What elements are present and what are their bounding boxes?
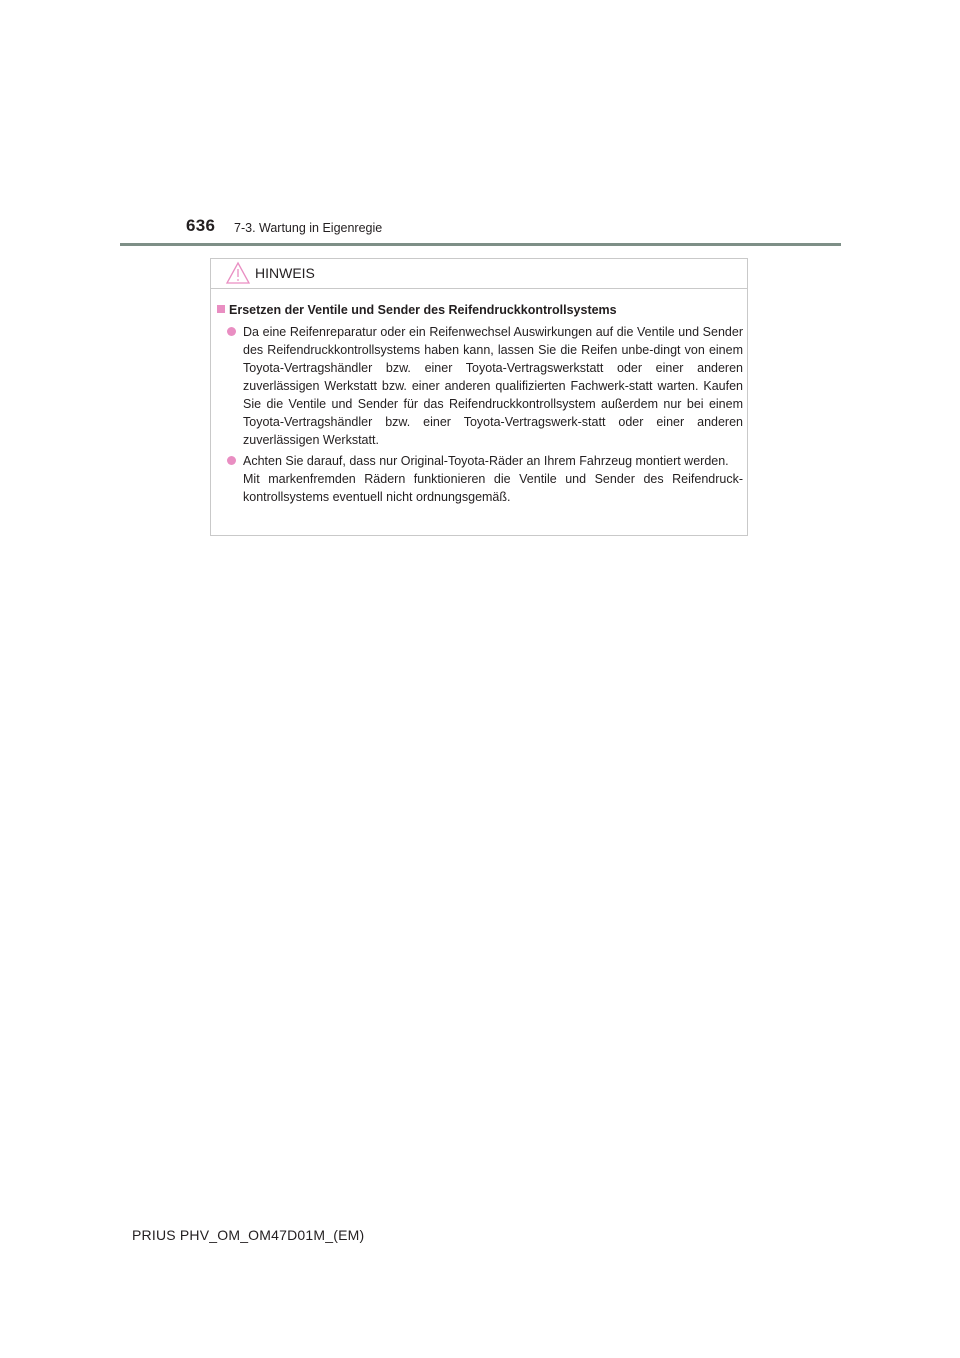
notice-title: HINWEIS [255, 265, 315, 281]
section-title: 7-3. Wartung in Eigenregie [234, 221, 383, 235]
bullet-item [227, 452, 743, 506]
square-bullet-icon [217, 305, 225, 313]
bullet-text: Achten Sie darauf, dass nur Original-Toyota-Räder an Ihrem Fahrzeug montiert werden. [243, 454, 729, 468]
page-number: 636 [186, 216, 216, 235]
notice-subheading [217, 303, 617, 317]
document-code: PRIUS PHV_OM_OM47D01M_(EM) [132, 1227, 365, 1243]
notice-header [211, 259, 747, 289]
circle-bullet-icon [227, 327, 236, 336]
notice-box [210, 258, 748, 536]
circle-bullet-icon [227, 456, 236, 465]
header-rule [120, 243, 841, 246]
warning-triangle-icon [225, 261, 251, 285]
bullet-text: Da eine Reifenreparatur oder ein Reifenwechsel Auswirkungen auf die Ventile und Sender des Reifendruckkontrollsystems haben kann, lassen Sie die Reifen unbe-dingt von einem Toyota-Vertragshändler bzw. einer Toyota-Vertragswerkstatt oder einer anderen zuverlässigen Werkstatt bzw. einer anderen qualifizierten Fachwerk-statt warten. Kaufen Sie die Ventile und Sender für das Reifendruckkontrollsystem außerdem nur bei einem Toyota-Vertragshändler bzw. einer Toyota-Vertragswerk-statt oder einer anderen zuverlässigen Werkstatt. [243, 325, 743, 447]
bullet-item [227, 323, 743, 449]
subheading-text: Ersetzen der Ventile und Sender des Reifendruckkontrollsystems [229, 303, 617, 317]
bullet-text-continued: Mit markenfremden Rädern funktionieren die Ventile und Sender des Reifendruck-kontrollsystems eventuell nicht ordnungsgemäß. [243, 472, 743, 504]
